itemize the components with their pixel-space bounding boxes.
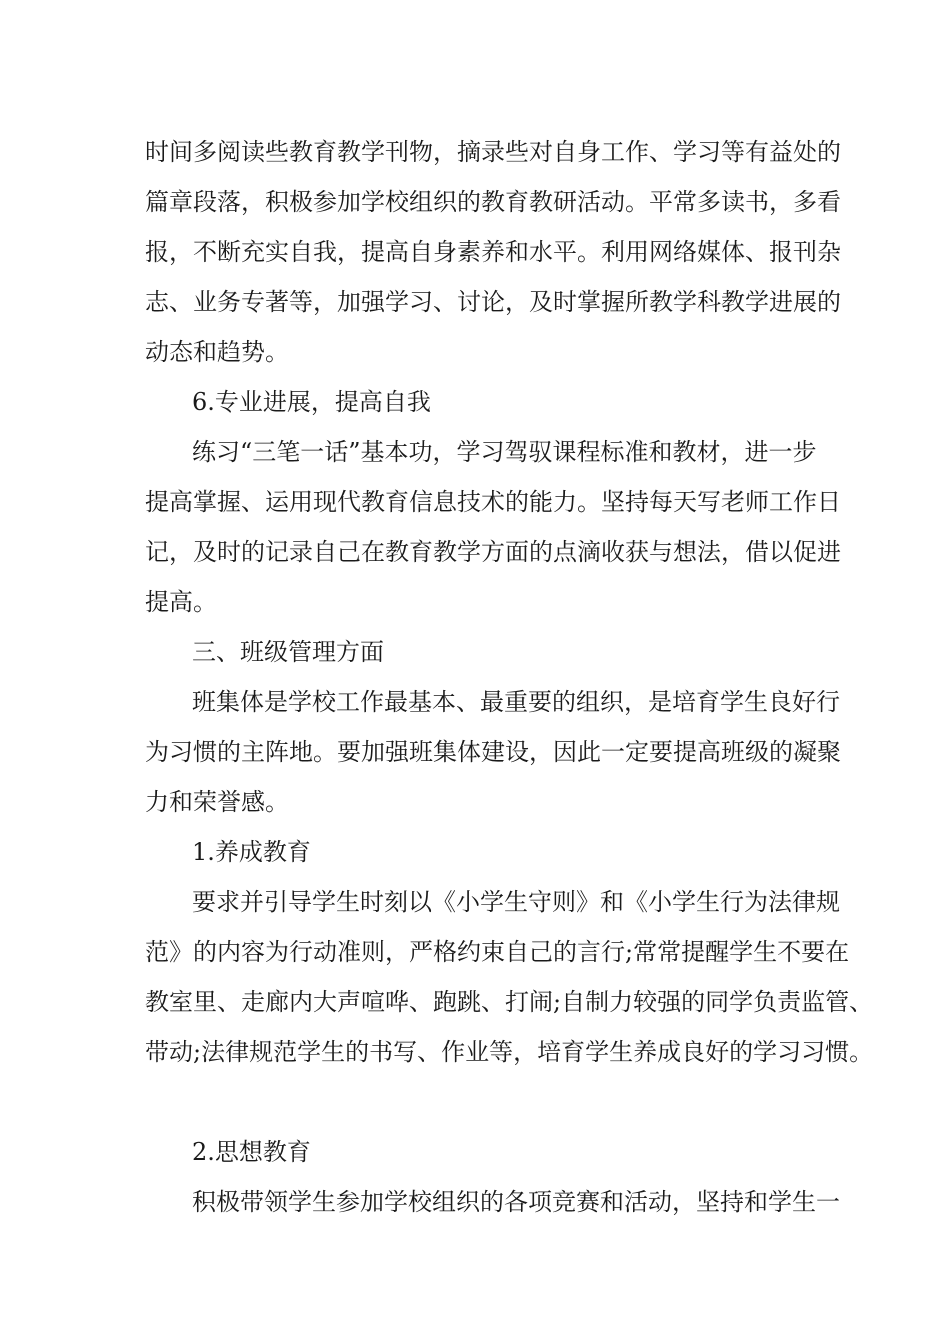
text-line: 力和荣誉感。 bbox=[145, 788, 289, 816]
text-line: 动态和趋势。 bbox=[145, 338, 289, 366]
text-line: 为习惯的主阵地。要加强班集体建设，因此一定要提高班级的凝聚 bbox=[145, 738, 841, 766]
section-heading: 6.专业进展，提高自我 bbox=[192, 388, 431, 416]
text-line: 提高掌握、运用现代教育信息技术的能力。坚持每天写老师工作日 bbox=[145, 488, 841, 516]
text-line: 提高。 bbox=[145, 588, 217, 616]
text-line: 教室里、走廊内大声喧哗、跑跳、打闹;自制力较强的同学负责监管、 bbox=[145, 988, 874, 1016]
text-line: 积极带领学生参加学校组织的各项竞赛和活动，坚持和学生一 bbox=[192, 1188, 840, 1216]
text-line: 篇章段落，积极参加学校组织的教育教研活动。平常多读书，多看 bbox=[145, 188, 841, 216]
section-heading: 2.思想教育 bbox=[192, 1138, 311, 1166]
section-heading: 三、班级管理方面 bbox=[192, 638, 384, 666]
text-line: 报，不断充实自我，提高自身素养和水平。利用网络媒体、报刊杂 bbox=[145, 238, 841, 266]
text-line: 带动;法律规范学生的书写、作业等，培育学生养成良好的学习习惯。 bbox=[145, 1038, 874, 1066]
text-line: 志、业务专著等，加强学习、讨论，及时掌握所教学科教学进展的 bbox=[145, 288, 841, 316]
text-line: 班集体是学校工作最基本、最重要的组织，是培育学生良好行 bbox=[192, 688, 840, 716]
section-heading: 1.养成教育 bbox=[192, 838, 311, 866]
text-line: 记，及时的记录自己在教育教学方面的点滴收获与想法，借以促进 bbox=[145, 538, 841, 566]
text-line: 练习“三笔一话”基本功，学习驾驭课程标准和教材，进一步 bbox=[192, 438, 817, 466]
text-line: 要求并引导学生时刻以《小学生守则》和《小学生行为法律规 bbox=[192, 888, 840, 916]
text-line: 时间多阅读些教育教学刊物，摘录些对自身工作、学习等有益处的 bbox=[145, 138, 841, 166]
text-line: 范》的内容为行动准则，严格约束自己的言行;常常提醒学生不要在 bbox=[145, 938, 850, 966]
